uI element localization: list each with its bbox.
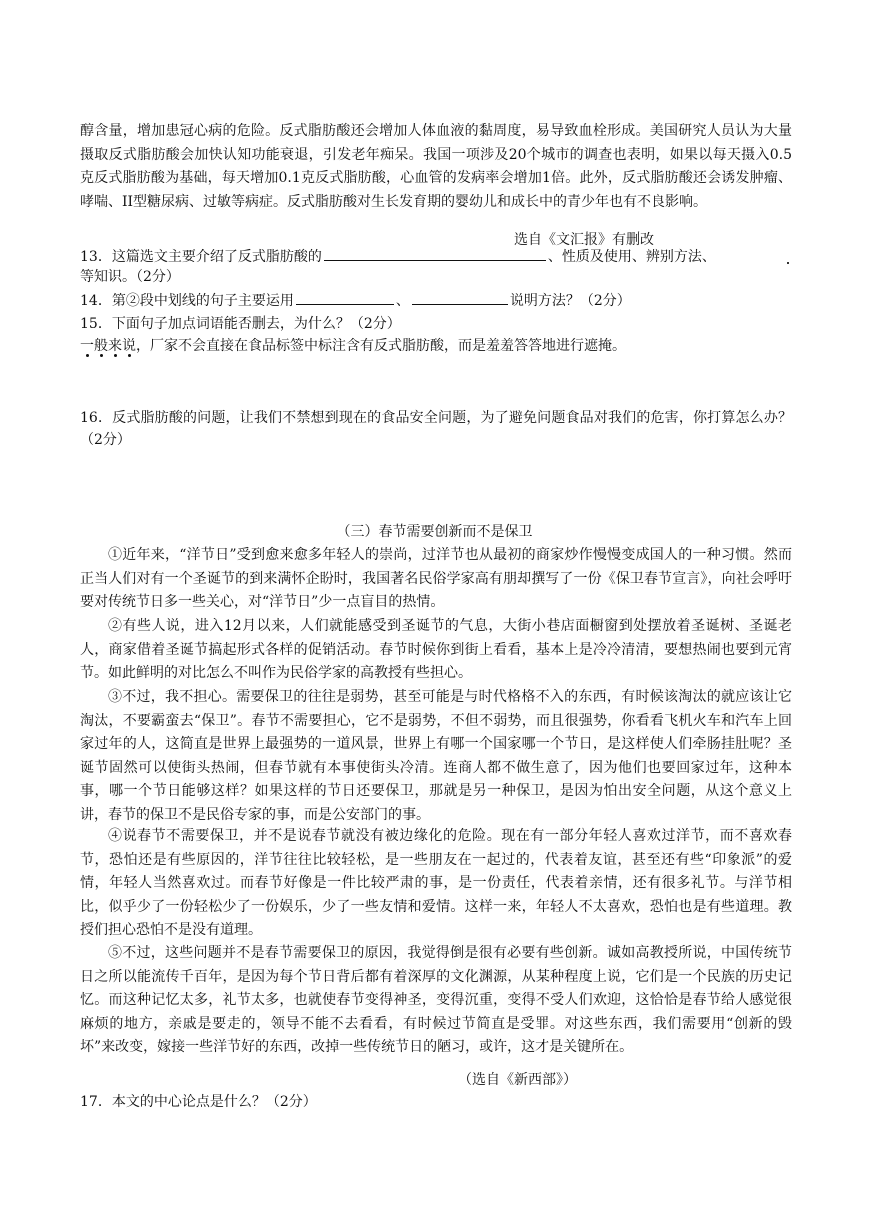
question-14-prompt: 14．第②段中划线的句子主要运用 <box>80 293 294 309</box>
emphasis-dot <box>128 354 131 357</box>
question-14-answer-blank-1[interactable] <box>296 290 394 305</box>
article-paragraph-4: ④说春节不需要保卫，并不是说春节就没有被边缘化的危险。现在有一部分年轻人喜欢过洋节，而不喜欢春节，恐怕还是有些原因的，洋节往往比较轻松，是一些朋友在一起过的，代表着友谊，甚至还有些“印象派”的爱情，年轻人当然喜欢过。而春节好像是一件比较严肃的事，是一份责任，代表着亲情，还有很多礼节。与洋节相比，似乎少了一份轻松少了一份娱乐，少了一些友情和爱情。这样一来，年轻人不太喜欢，恐怕也是有些道理。教授们担心恐怕不是没有道理。 <box>80 828 792 939</box>
question-14 <box>80 290 631 310</box>
emphasis-dot <box>86 354 89 357</box>
question-15-sentence: 一般来说，厂家不会直接在食品标签中标注含有反式脂肪酸，而是羞羞答答地进行遮掩。 <box>80 338 626 354</box>
article-paragraph-5: ⑤不过，这些问题并不是春节需要保卫的原因，我觉得倒是很有必要有些创新。诚如高教授所说，中国传统节日之所以能流传千百年，是因为每个节日背后都有着深厚的文化渊源，从某种程度上说，它们是一个民族的历史记忆。而这种记忆太多，礼节太多，也就使春节变得神圣，变得沉重，变得不受人们欢迎，这恰恰是春节给人感觉很麻烦的地方，亲戚是要走的，领导不能不去看看，有时候过节简直是受罪。对这些东西，我们需要用“创新的毁坏”来改变，嫁接一些洋节好的东西，改掉一些传统节日的陋习，或许，这才是关键所在。 <box>80 945 792 1056</box>
article-paragraph-1: ①近年来，“洋节日”受到愈来愈多年轻人的崇尚，过洋节也从最初的商家炒作慢慢变成国人的一种习惯。然而正当人们对有一个圣诞节的到来满怀企盼时，我国著名民俗学家高有朋却撰写了一份《保卫春节宣言》，向社会呼吁要对传统节日多一些关心，对“洋节日”少一点盲目的热情。 <box>80 547 792 611</box>
question-17: 17．本文的中心论点是什么？（2分） <box>80 1094 317 1110</box>
article-source: （选自《新西部》） <box>458 1072 577 1088</box>
emphasis-dot <box>100 354 103 357</box>
question-13-continued: 等知识。（2分） <box>80 269 180 285</box>
passage-source: 选自《文汇报》有删改 <box>514 232 654 248</box>
article-title: （三）春节需要创新而不是保卫 <box>336 524 533 540</box>
article-paragraph-2: ②有些人说，进入12月以来，人们就能感受到圣诞节的气息，大街小巷店面橱窗到处摆放着圣诞树、圣诞老人，商家借着圣诞节搞起形式各样的促销活动。春节时候你到街上看看，基本上是冷冷清清，要想热闹也要到元宵节。如此鲜明的对比怎么不叫作为民俗学家的高教授有些担心。 <box>80 618 792 682</box>
question-15-prompt: 15．下面句子加点词语能否删去，为什么？（2分） <box>80 316 401 332</box>
question-14-prompt-tail: 说明方法？（2分） <box>509 293 631 309</box>
question-16: 16．反式脂肪酸的问题，让我们不禁想到现在的食品安全问题，为了避免问题食品对我们的危害，你打算怎么办？（2分） <box>80 410 792 448</box>
question-13-answer-blank[interactable] <box>324 246 546 261</box>
question-13 <box>80 246 716 266</box>
passage-ending-paragraph: 醇含量，增加患冠心病的危险。反式脂肪酸还会增加人体血液的黏周度，易导致血栓形成。美国研究人员认为大量摄取反式脂肪酸会加快认知功能衰退，引发老年痴呆。我国一项涉及20个城市的调查也表明，如果以每天摄入0.5克反式脂肪酸为基础，每天增加0.1克反式脂肪酸，心血管的发病率会增加1倍。此外，反式脂肪酸还会诱发肿瘤、哮喘、II型糖尿病、过敏等病症。反式脂肪酸对生长发育期的婴幼儿和成长中的青少年也有不良影响。 <box>80 123 792 210</box>
article-paragraph-3: ③不过，我不担心。需要保卫的往往是弱势，甚至可能是与时代格格不入的东西，有时候该淘汰的就应该让它淘汰，不要霸蛮去“保卫”。春节不需要担心，它不是弱势，不但不弱势，而且很强势，你看看飞机火车和汽车上回家过年的人，这简直是世界上最强势的一道风景，世界上有哪一个国家哪一个节日，是这样使人们牵肠挂肚呢？圣诞节固然可以使街头热闹，但春节就有本事使街头冷清。连商人都不做生意了，因为他们也要回家过年，这种本事，哪一个节日能够这样？如果这样的节日还要保卫，那就是另一种保卫，是因为怕出安全问题，从这个意义上讲，春节的保卫不是民俗专家的事，而是公安部门的事。 <box>80 689 792 823</box>
question-14-separator: 、 <box>395 293 410 309</box>
emphasis-dot <box>114 354 117 357</box>
question-14-answer-blank-2[interactable] <box>412 290 508 305</box>
question-13-prompt-tail: 、性质及使用、辨别方法、 <box>547 249 716 265</box>
edge-mark <box>787 262 789 264</box>
question-13-prompt: 13．这篇选文主要介绍了反式脂肪酸的 <box>80 249 322 265</box>
